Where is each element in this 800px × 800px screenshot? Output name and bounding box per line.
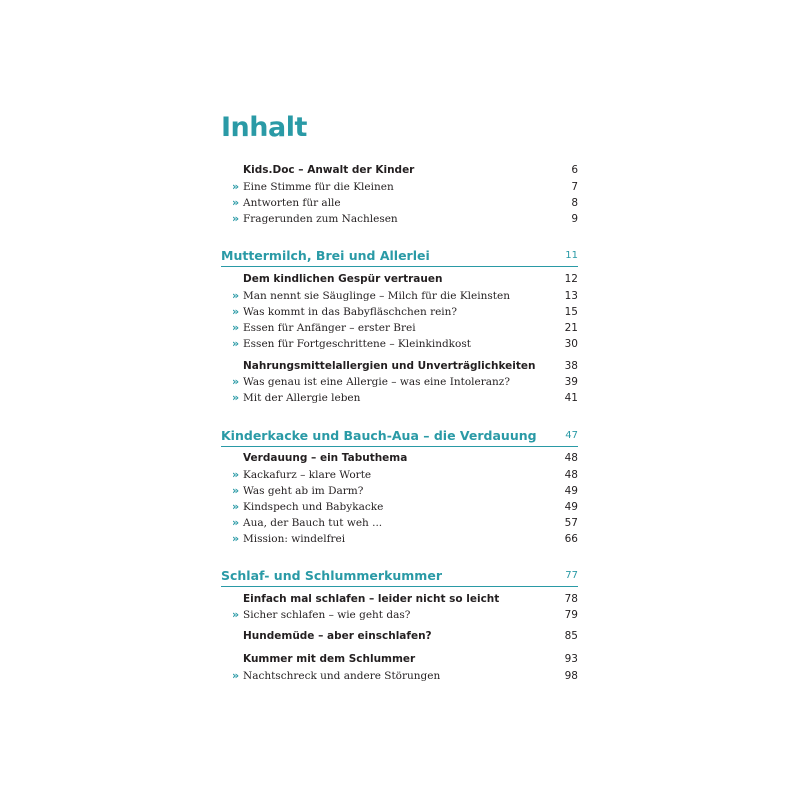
chevron-right-icon: »	[232, 516, 240, 529]
toc-entry[interactable]	[221, 320, 578, 336]
toc-entry[interactable]	[221, 390, 578, 406]
chapter-label: Kinderkacke und Bauch-Aua – die Verdauung	[221, 428, 537, 443]
entry-label: Kackafurz – klare Worte	[243, 469, 372, 481]
entry-label: Kindspech und Babykacke	[243, 501, 384, 513]
page-number: 8	[571, 197, 578, 209]
page-number: 12	[564, 273, 578, 285]
page-number: 47	[565, 430, 578, 441]
toc-section[interactable]	[221, 651, 578, 667]
toc-section[interactable]	[221, 591, 578, 607]
chapter-divider	[221, 446, 578, 447]
chevron-right-icon: »	[232, 468, 240, 481]
page-number: 21	[564, 322, 578, 334]
page-number: 7	[571, 181, 578, 193]
toc-section[interactable]	[221, 628, 578, 644]
toc-entry[interactable]	[221, 179, 578, 195]
page-number: 49	[564, 501, 578, 513]
section-label: Kids.Doc – Anwalt der Kinder	[243, 164, 415, 176]
entry-label: Was kommt in das Babyfläschchen rein?	[243, 306, 458, 318]
toc-entry[interactable]	[221, 607, 578, 623]
toc-entry[interactable]	[221, 288, 578, 304]
entry-label: Aua, der Bauch tut weh ...	[243, 517, 383, 529]
toc-entry[interactable]	[221, 304, 578, 320]
toc-chapter[interactable]	[221, 426, 578, 446]
page-number: 77	[565, 570, 578, 581]
page-title: Inhalt	[221, 112, 307, 143]
entry-label: Essen für Fortgeschrittene – Kleinkindkost	[243, 338, 471, 350]
page-number: 11	[565, 250, 578, 261]
chapter-label: Muttermilch, Brei und Allerlei	[221, 248, 430, 263]
page-number: 66	[564, 533, 578, 545]
page-number: 30	[564, 338, 578, 350]
toc-section[interactable]	[221, 162, 578, 178]
page-number: 49	[564, 485, 578, 497]
entry-label: Man nennt sie Säuglinge – Milch für die Kleinsten	[243, 290, 510, 302]
toc-entry[interactable]	[221, 531, 578, 547]
page-number: 98	[564, 670, 578, 682]
page-number: 39	[564, 376, 578, 388]
chevron-right-icon: »	[232, 669, 240, 682]
toc-entry[interactable]	[221, 211, 578, 227]
page-number: 93	[564, 653, 578, 665]
entry-label: Essen für Anfänger – erster Brei	[243, 322, 416, 334]
entry-label: Mission: windelfrei	[243, 533, 346, 545]
chevron-right-icon: »	[232, 212, 240, 225]
toc-entry[interactable]	[221, 483, 578, 499]
toc-entry[interactable]	[221, 336, 578, 352]
toc-entry[interactable]	[221, 467, 578, 483]
chapter-divider	[221, 266, 578, 267]
toc-entry[interactable]	[221, 499, 578, 515]
chevron-right-icon: »	[232, 289, 240, 302]
entry-label: Nachtschreck und andere Störungen	[243, 670, 441, 682]
section-label: Dem kindlichen Gespür vertrauen	[243, 273, 443, 285]
section-label: Einfach mal schlafen – leider nicht so leicht	[243, 593, 500, 605]
chevron-right-icon: »	[232, 484, 240, 497]
toc-chapter[interactable]	[221, 566, 578, 586]
page-number: 57	[564, 517, 578, 529]
entry-label: Was genau ist eine Allergie – was eine Intoleranz?	[243, 376, 510, 388]
chevron-right-icon: »	[232, 375, 240, 388]
page-number: 48	[564, 469, 578, 481]
chevron-right-icon: »	[232, 180, 240, 193]
chapter-divider	[221, 586, 578, 587]
chapter-label: Schlaf- und Schlummerkummer	[221, 568, 442, 583]
toc-section[interactable]	[221, 358, 578, 374]
page-number: 13	[564, 290, 578, 302]
entry-label: Sicher schlafen – wie geht das?	[243, 609, 411, 621]
page-number: 6	[571, 164, 578, 176]
page-number: 79	[564, 609, 578, 621]
page-number: 41	[564, 392, 578, 404]
toc-chapter[interactable]	[221, 246, 578, 266]
toc-entry[interactable]	[221, 195, 578, 211]
toc-entry[interactable]	[221, 374, 578, 390]
page-number: 85	[564, 630, 578, 642]
page-number: 38	[564, 360, 578, 372]
entry-label: Eine Stimme für die Kleinen	[243, 181, 394, 193]
entry-label: Was geht ab im Darm?	[243, 485, 364, 497]
section-label: Verdauung – ein Tabuthema	[243, 452, 408, 464]
chevron-right-icon: »	[232, 391, 240, 404]
chevron-right-icon: »	[232, 305, 240, 318]
chevron-right-icon: »	[232, 500, 240, 513]
section-label: Kummer mit dem Schlummer	[243, 653, 416, 665]
entry-label: Antworten für alle	[243, 197, 341, 209]
chevron-right-icon: »	[232, 532, 240, 545]
toc-entry[interactable]	[221, 668, 578, 684]
chevron-right-icon: »	[232, 196, 240, 209]
page-number: 48	[564, 452, 578, 464]
section-label: Nahrungsmittelallergien und Unverträglichkeiten	[243, 360, 536, 372]
page-number: 9	[571, 213, 578, 225]
toc-section[interactable]	[221, 450, 578, 466]
entry-label: Mit der Allergie leben	[243, 392, 361, 404]
chevron-right-icon: »	[232, 608, 240, 621]
chevron-right-icon: »	[232, 321, 240, 334]
entry-label: Fragerunden zum Nachlesen	[243, 213, 398, 225]
page-number: 15	[564, 306, 578, 318]
page-number: 78	[564, 593, 578, 605]
toc-entry[interactable]	[221, 515, 578, 531]
chevron-right-icon: »	[232, 337, 240, 350]
toc-section[interactable]	[221, 271, 578, 287]
section-label: Hundemüde – aber einschlafen?	[243, 630, 432, 642]
